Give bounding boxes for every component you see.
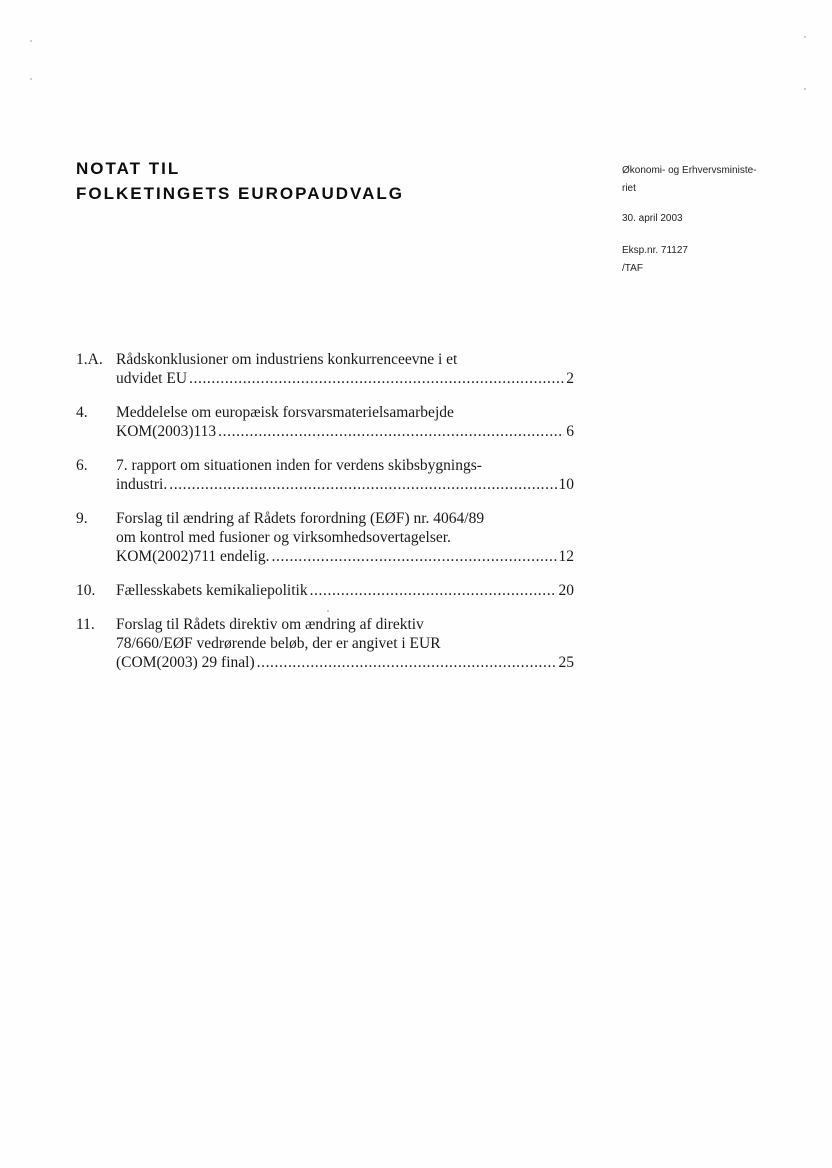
department-line-1: Økonomi- og Erhvervsministe- [622, 165, 757, 176]
toc-entry-text: udvidet EU [116, 370, 188, 387]
toc-entry-text: (COM(2003) 29 final) [116, 654, 255, 671]
toc-page-number: 12 [558, 548, 574, 565]
toc-entry-last-line [116, 369, 574, 388]
toc-entry [76, 350, 574, 388]
toc-entry-last-line [116, 653, 574, 672]
toc-entry-text: 7. rapport om situationen inden for verdens skibsbygnings- [116, 457, 482, 474]
scan-speck [30, 40, 32, 42]
toc-entry-text: Forslag til ændring af Rådets forordning (EØF) nr. 4064/89 [116, 510, 485, 527]
dot-leader [218, 422, 564, 441]
dot-leader [189, 369, 564, 388]
scan-speck [327, 610, 329, 612]
toc-entry [76, 456, 574, 494]
toc-entry-text: KOM(2003)113 [116, 423, 217, 440]
toc-entry-text: Fællesskabets kemikaliepolitik [116, 582, 308, 599]
toc-entry-last-line [116, 581, 574, 600]
toc-entry [76, 509, 574, 566]
department-line-2: riet [622, 183, 636, 194]
toc-entry-number: 6. [76, 457, 88, 474]
toc-entry-text: om kontrol med fusioner og virksomhedsovertagelser. [116, 529, 451, 546]
toc-entry-text: Rådskonklusioner om industriens konkurrenceevne i et [116, 351, 458, 368]
dot-leader [169, 475, 556, 494]
toc-entry-last-line [116, 422, 574, 441]
toc-entry [76, 581, 574, 600]
document-title [76, 156, 404, 206]
dot-leader [272, 547, 557, 566]
toc-page-number: 20 [558, 582, 574, 599]
toc-page-number: 6 [566, 423, 574, 440]
sender-info [622, 162, 782, 278]
department [622, 162, 782, 198]
toc-entry-last-line [116, 547, 574, 566]
toc-entry-last-line [116, 475, 574, 494]
scan-speck [804, 36, 806, 38]
toc-entry-text: Forslag til Rådets direktiv om ændring af direktiv [116, 616, 424, 633]
reference-line-1: Eksp.nr. 71127 [622, 245, 688, 256]
toc-entry-number: 4. [76, 404, 88, 421]
reference [622, 242, 782, 278]
document-date: 30. april 2003 [622, 213, 683, 224]
reference-line-2: /TAF [622, 263, 643, 274]
toc-page-number: 2 [566, 370, 574, 387]
toc-entry-number: 11. [76, 616, 95, 633]
title-line-1: NOTAT TIL [76, 159, 181, 178]
dot-leader [257, 653, 557, 672]
toc-entry-text: KOM(2002)711 endelig. [116, 548, 270, 565]
toc-page-number: 10 [558, 476, 574, 493]
scan-speck [30, 78, 32, 80]
toc-entry-text: industri. [116, 476, 168, 493]
toc-entry-number: 10. [76, 582, 96, 599]
toc-entry-text: 78/660/EØF vedrørende beløb, der er angivet i EUR [116, 635, 441, 652]
toc-entry [76, 403, 574, 441]
toc-entry-text: Meddelelse om europæisk forsvarsmaterielsamarbejde [116, 404, 454, 421]
dot-leader [310, 581, 557, 600]
title-line-2: FOLKETINGETS EUROPAUDVALG [76, 184, 404, 203]
toc-entry-number: 9. [76, 510, 88, 527]
table-of-contents [76, 350, 574, 687]
scan-speck [804, 88, 806, 90]
toc-entry [76, 615, 574, 672]
toc-entry-number: 1.A. [76, 351, 103, 368]
toc-page-number: 25 [558, 654, 574, 671]
